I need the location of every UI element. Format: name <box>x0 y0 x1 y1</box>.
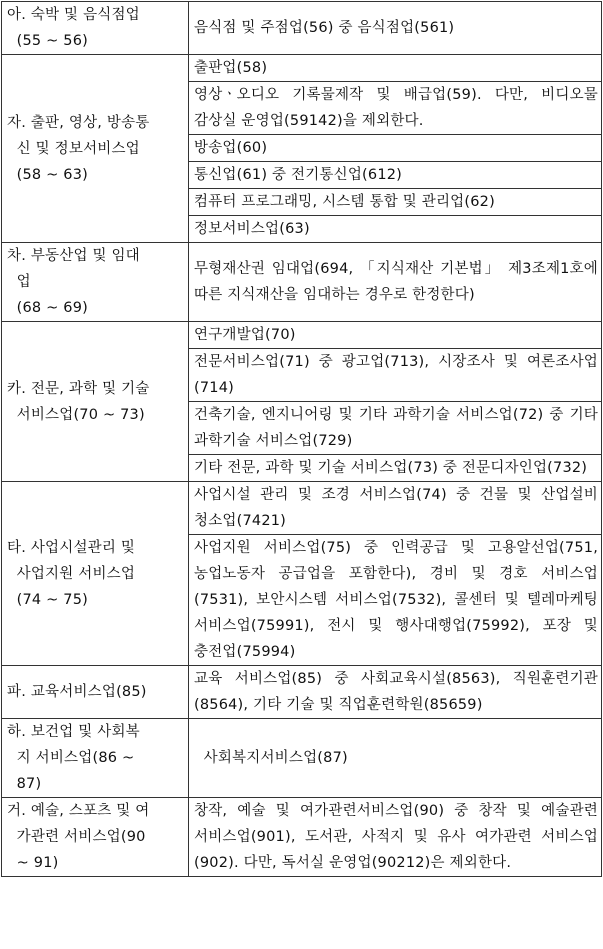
category-label-line: 업 <box>7 274 31 290</box>
table-row <box>2 243 602 322</box>
table-body <box>2 2 602 877</box>
category-label-line: 카. 전문, 과학 및 기술 <box>7 380 150 397</box>
category-cell <box>2 2 189 55</box>
category-label-line: 거. 예술, 스포츠 및 여 <box>7 803 150 819</box>
category-label-line: 신 및 정보서비스업 <box>7 140 140 157</box>
category-cell <box>2 243 189 322</box>
table-row <box>2 482 602 535</box>
category-cell <box>2 666 189 719</box>
category-label-line: 가관련 서비스업(90 <box>7 829 146 845</box>
category-label-line: 차. 부동산업 및 임대 <box>7 248 140 264</box>
category-label-line: ~ 91) <box>7 855 59 871</box>
table-row <box>2 719 602 798</box>
subcategory-cell: 방송업(60) <box>189 135 602 162</box>
category-cell <box>2 55 189 243</box>
subcategory-cell: 사회복지서비스업(87) <box>189 719 602 798</box>
subcategory-cell: 사업지원 서비스업(75) 중 인력공급 및 고용알선업(751, 농업노동자 공급업을 포함한다), 경비 및 경호 서비스업(7531), 보안시스템 서비스업(7532), 콜센터 및 텔레마케팅 서비스업(75991), 전시 및 행사대행업(75992), 포장 및 충전업(75994) <box>189 535 602 666</box>
subcategory-cell: 창작, 예술 및 여가관련서비스업(90) 중 창작 및 예술관련 서비스업(901), 도서관, 사적지 및 유사 여가관련 서비스업(902). 다만, 독서실 운영업(90212)은 제외한다. <box>189 798 602 877</box>
table-row <box>2 798 602 877</box>
subcategory-cell: 연구개발업(70) <box>189 322 602 349</box>
subcategory-cell: 전문서비스업(71) 중 광고업(713), 시장조사 및 여론조사업(714) <box>189 349 602 402</box>
subcategory-cell: 통신업(61) 중 전기통신업(612) <box>189 162 602 189</box>
subcategory-cell: 교육 서비스업(85) 중 사회교육시설(8563), 직원훈련기관(8564), 기타 기술 및 직업훈련학원(85659) <box>189 666 602 719</box>
category-label-line: 지 서비스업(86 ~ <box>7 750 135 766</box>
category-label-line: 자. 출판, 영상, 방송통 <box>7 114 150 131</box>
subcategory-cell: 컴퓨터 프로그래밍, 시스템 통합 및 관리업(62) <box>189 189 602 216</box>
table-row <box>2 2 602 55</box>
category-label-line: 타. 사업시설관리 및 <box>7 539 136 556</box>
subcategory-cell: 기타 전문, 과학 및 기술 서비스업(73) 중 전문디자인업(732) <box>189 455 602 482</box>
category-label-line: 서비스업(70 ~ 73) <box>7 406 145 423</box>
category-cell <box>2 798 189 877</box>
category-label-line: 하. 보건업 및 사회복 <box>7 724 140 740</box>
category-label-line: (74 ~ 75) <box>7 591 89 608</box>
industry-classification-table <box>1 1 602 877</box>
category-label-line: (58 ~ 63) <box>7 166 89 183</box>
subcategory-cell: 정보서비스업(63) <box>189 216 602 243</box>
subcategory-cell: 사업시설 관리 및 조경 서비스업(74) 중 건물 및 산업설비 청소업(7421) <box>189 482 602 535</box>
subcategory-cell: 음식점 및 주점업(56) 중 음식점업(561) <box>189 2 602 55</box>
category-label-line: 사업지원 서비스업 <box>7 565 136 582</box>
category-cell <box>2 322 189 482</box>
table-row <box>2 322 602 349</box>
category-label-line: (68 ~ 69) <box>7 300 89 316</box>
subcategory-cell: 무형재산권 임대업(694, 「지식재산 기본법」 제3조제1호에 따른 지식재산을 임대하는 경우로 한정한다) <box>189 243 602 322</box>
category-label-line: 파. 교육서비스업(85) <box>7 684 147 700</box>
subcategory-cell: 영상ㆍ오디오 기록물제작 및 배급업(59). 다만, 비디오물 감상실 운영업(59142)을 제외한다. <box>189 82 602 135</box>
category-label-line: 87) <box>7 776 42 792</box>
category-cell <box>2 482 189 666</box>
category-label-line: (55 ~ 56) <box>7 33 89 49</box>
category-cell <box>2 719 189 798</box>
table-row <box>2 55 602 82</box>
subcategory-cell: 출판업(58) <box>189 55 602 82</box>
category-label-line: 아. 숙박 및 음식점업 <box>7 7 140 23</box>
table-row <box>2 666 602 719</box>
subcategory-cell: 건축기술, 엔지니어링 및 기타 과학기술 서비스업(72) 중 기타 과학기술 서비스업(729) <box>189 402 602 455</box>
